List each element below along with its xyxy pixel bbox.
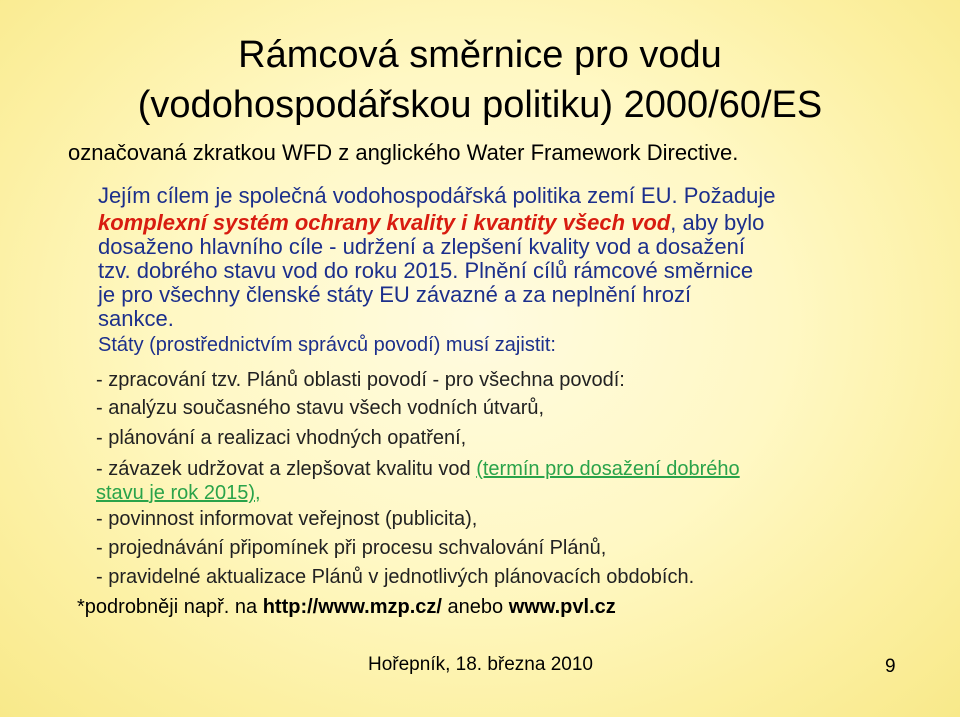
list-item-text: - závazek udržovat a zlepšovat kvalitu vod [96, 458, 477, 480]
list-item: - zpracování tzv. Plánů oblasti povodí - pro všechna povodí: [96, 369, 625, 391]
link-pvl[interactable]: www.pvl.cz [508, 596, 616, 618]
list-item [96, 458, 740, 481]
list-item: - analýzu současného stavu všech vodních útvarů, [96, 397, 545, 419]
list-item: - plánování a realizaci vhodných opatření, [96, 427, 467, 449]
footer-date: Hořepník, 18. března 2010 [368, 654, 593, 675]
paragraph-line3: dosaženo hlavního cíle - udržení a zlepšení kvality vod a dosažení [98, 234, 745, 259]
list-item: - projednávání připomínek při procesu schvalování Plánů, [96, 537, 607, 559]
slide-title-line1: Rámcová směrnice pro vodu [238, 34, 722, 76]
paragraph-line2 [98, 210, 764, 236]
states-intro: Státy (prostřednictvím správců povodí) musí zajistit: [98, 334, 556, 356]
paragraph-line1: Jejím cílem je společná vodohospodářská politika zemí EU. Požaduje [98, 183, 776, 208]
link-mzp[interactable]: http://www.mzp.cz/ [262, 596, 442, 618]
list-item: - pravidelné aktualizace Plánů v jednotlivých plánovacích obdobích. [96, 566, 695, 588]
highlight-text: komplexní systém ochrany kvality i kvantity všech vod [98, 210, 671, 235]
list-item: - povinnost informovat veřejnost (publicita), [96, 508, 478, 530]
slide-title-line2: (vodohospodářskou politiku) 2000/60/ES [137, 84, 823, 126]
deadline-highlight-line2: stavu je rok 2015), [96, 482, 261, 504]
footnote-prefix: *podrobněji např. na [77, 596, 263, 618]
footnote-middle: anebo [441, 596, 509, 618]
paragraph-line2-rest: , aby bylo [670, 210, 765, 235]
paragraph-line6: sankce. [98, 306, 174, 331]
subtitle: označovaná zkratkou WFD z anglického Water Framework Directive. [68, 140, 739, 165]
deadline-highlight: (termín pro dosažení dobrého [476, 458, 740, 480]
paragraph-line5: je pro všechny členské státy EU závazné a za neplnění hrozí [98, 282, 692, 307]
footnote [77, 596, 616, 619]
paragraph-line4: tzv. dobrého stavu vod do roku 2015. Plnění cílů rámcové směrnice [98, 258, 754, 283]
page-number: 9 [885, 656, 896, 677]
